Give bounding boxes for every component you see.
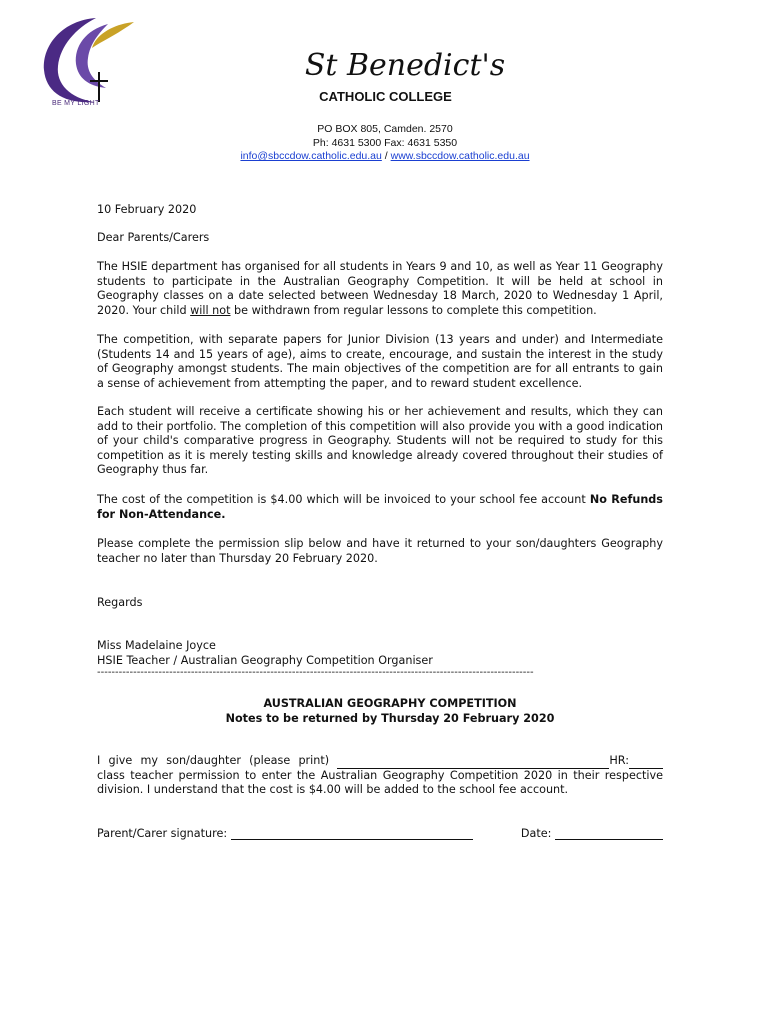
paragraph-2: The competition, with separate papers for Junior Division (13 years and under) and Intermediate (Students 14 and 15 years of age), aims to create, encourage, and sustain the interest in the study of Geography amongst students. The main objectives of the competition are for all entrants to gain a sense of achievement from attempting the paper, and to reward student excellence. <box>97 333 663 390</box>
phone-fax: Ph: 4631 5300 Fax: 4631 5350 <box>312 137 458 149</box>
hr-field[interactable] <box>629 756 663 769</box>
signature-label: Parent/Carer signature: <box>97 827 228 840</box>
paragraph-1-end: be withdrawn from regular lessons to complete this competition. <box>230 303 597 317</box>
date-group <box>521 827 663 840</box>
contact-links <box>0 150 770 162</box>
postal-address: PO BOX 805, Camden. 2570 <box>317 123 453 135</box>
date-field[interactable] <box>555 827 663 840</box>
closing: Regards <box>97 596 143 609</box>
paragraph-1 <box>97 260 663 318</box>
signer-name: Miss Madelaine Joyce <box>97 639 216 652</box>
college-label: CATHOLIC COLLEGE <box>319 89 452 104</box>
date-label: Date: <box>520 827 552 840</box>
slip-title: AUSTRALIAN GEOGRAPHY COMPETITION <box>263 697 517 710</box>
paragraph-5: Please complete the permission slip below and have it returned to your son/daughters Geography teacher no later than Thursday 20 February 2020. <box>97 537 663 565</box>
school-name: St Benedict's <box>304 48 506 83</box>
paragraph-4 <box>97 493 663 522</box>
no-refunds-notice: No Refunds for Non-Attendance. <box>97 493 663 521</box>
consent-start: I give my son/daughter (please print) <box>97 754 330 767</box>
consent-rest: class teacher permission to enter the Australian Geography Competition 2020 in their respective division. I understand that the cost is $4.00 will be added to the school fee account. <box>97 768 663 797</box>
paragraph-1-start: The HSIE department has organised for all students in Years 9 and 10, as well as Year 11 Geography students to participate in the Australian Geography Competition. It will be held at school in Geography classes on a date selected between Wednesday 18 March, 2020 to Wednesday 1 April, 2020. Your child <box>97 260 663 317</box>
email-link[interactable]: info@sbccdow.catholic.edu.au <box>240 150 382 162</box>
cut-line: ------------------------------------------------------------------------------------------------------------------------- <box>97 667 534 678</box>
signature-field[interactable] <box>231 827 473 840</box>
hr-label: HR: <box>609 754 629 767</box>
paragraph-3: Each student will receive a certificate showing his or her achievement and results, which they can add to their portfolio. The completion of this competition will also provide you with a good indication of your child's comparative progress in Geography. Students will not be required to study for this competition as it is merely testing skills and knowledge already covered throughout their studies of Geography thus far. <box>97 405 663 477</box>
student-name-field[interactable] <box>337 756 609 769</box>
website-link[interactable]: www.sbccdow.catholic.edu.au <box>390 150 530 162</box>
consent-paragraph <box>97 754 663 798</box>
paragraph-4-text: The cost of the competition is $4.00 which will be invoiced to your school fee account <box>97 493 590 506</box>
link-separator: / <box>381 150 391 162</box>
slip-subtitle: Notes to be returned by Thursday 20 February 2020 <box>225 712 555 725</box>
signature-row <box>97 827 663 840</box>
letter-date: 10 February 2020 <box>97 203 197 216</box>
logo-tagline: BE MY LIGHT <box>52 100 100 107</box>
salutation: Dear Parents/Carers <box>97 231 210 244</box>
paragraph-1-emphasis: will not <box>190 303 231 317</box>
signer-title: HSIE Teacher / Australian Geography Competition Organiser <box>97 654 433 667</box>
